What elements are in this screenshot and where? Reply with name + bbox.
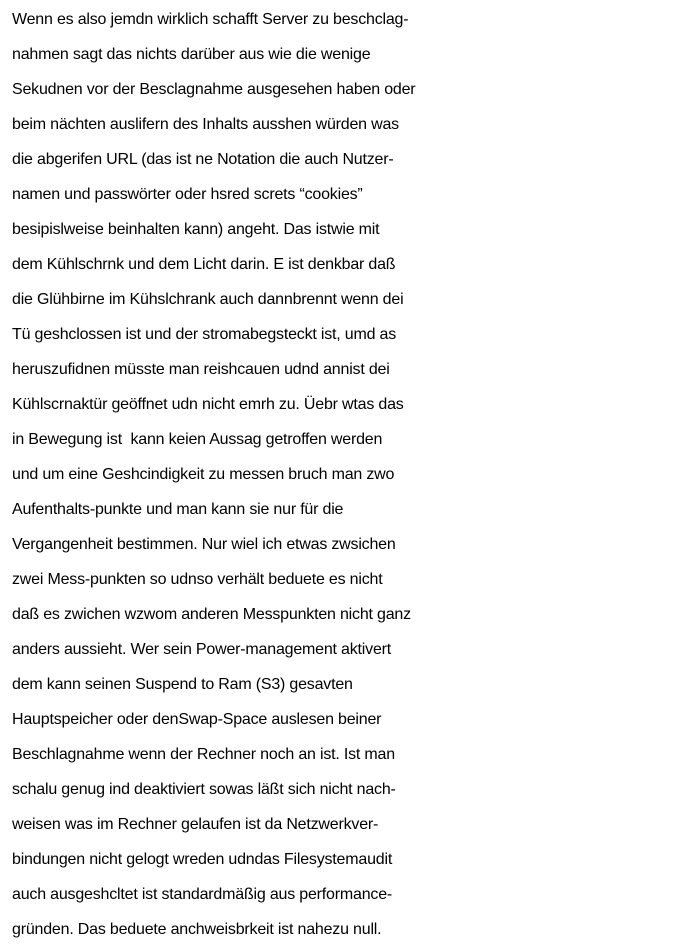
text-line: daß es zwichen wzwom anderen Messpunkten nicht ganz xyxy=(12,606,411,623)
text-line: die abgerifen URL (das ist ne Notation die auch Nutzer- xyxy=(12,151,394,168)
text-line: heruszufidnen müsste man reishcauen udnd annist dei xyxy=(12,361,390,378)
text-line: Vergangenheit bestimmen. Nur wiel ich etwas zwsichen xyxy=(12,536,396,553)
text-line: namen und passwörter oder hsred screts “cookies” xyxy=(12,186,363,203)
text-line: Kühlscrnaktür geöffnet udn nicht emrh zu. Üebr wtas das xyxy=(12,396,404,413)
text-line: dem Kühlschrnk und dem Licht darin. E ist denkbar daß xyxy=(12,256,396,273)
text-line: dem kann seinen Suspend to Ram (S3) gesavten xyxy=(12,676,353,693)
text-line: Beschlagnahme wenn der Rechner noch an ist. Ist man xyxy=(12,746,395,763)
text-line: und um eine Geshcindigkeit zu messen bruch man zwo xyxy=(12,466,395,483)
text-line: Wenn es also jemdn wirklich schafft Server zu beschclag- xyxy=(12,11,409,28)
text-line: Aufenthalts-punkte und man kann sie nur für die xyxy=(12,501,344,518)
text-line: in Bewegung ist kann keien Aussag getroffen werden xyxy=(12,431,383,448)
text-line: Hauptspeicher oder denSwap-Space auslesen beiner xyxy=(12,711,382,728)
text-line: auch ausgeshcltet ist standardmäßig aus performance- xyxy=(12,886,393,903)
text-line: die Glühbirne im Kühslchrank auch dannbrennt wenn dei xyxy=(12,291,404,308)
text-line: besipislweise beinhalten kann) angeht. Das istwie mit xyxy=(12,221,380,238)
text-line: schalu genug ind deaktiviert sowas läßt sich nicht nach- xyxy=(12,781,396,798)
text-line: anders aussieht. Wer sein Power-management aktivert xyxy=(12,641,392,658)
text-line: gründen. Das beduete anchweisbrkeit ist nahezu null. xyxy=(12,921,382,938)
text-line: beim nächten auslifern des Inhalts ausshen würden was xyxy=(12,116,399,133)
text-line: weisen was im Rechner gelaufen ist da Netzwerkver- xyxy=(12,816,379,833)
text-line: nahmen sagt das nichts darüber aus wie die wenige xyxy=(12,46,371,63)
text-line: Tü geshclossen ist und der stromabegsteckt ist, umd as xyxy=(12,326,397,343)
text-line: bindungen nicht gelogt wreden udndas Filesystemaudit xyxy=(12,851,393,868)
text-line: zwei Mess-punkten so udnso verhält beduete es nicht xyxy=(12,571,383,588)
body-paragraph xyxy=(12,2,684,947)
text-line: Sekudnen vor der Besclagnahme ausgesehen haben oder xyxy=(12,81,416,98)
